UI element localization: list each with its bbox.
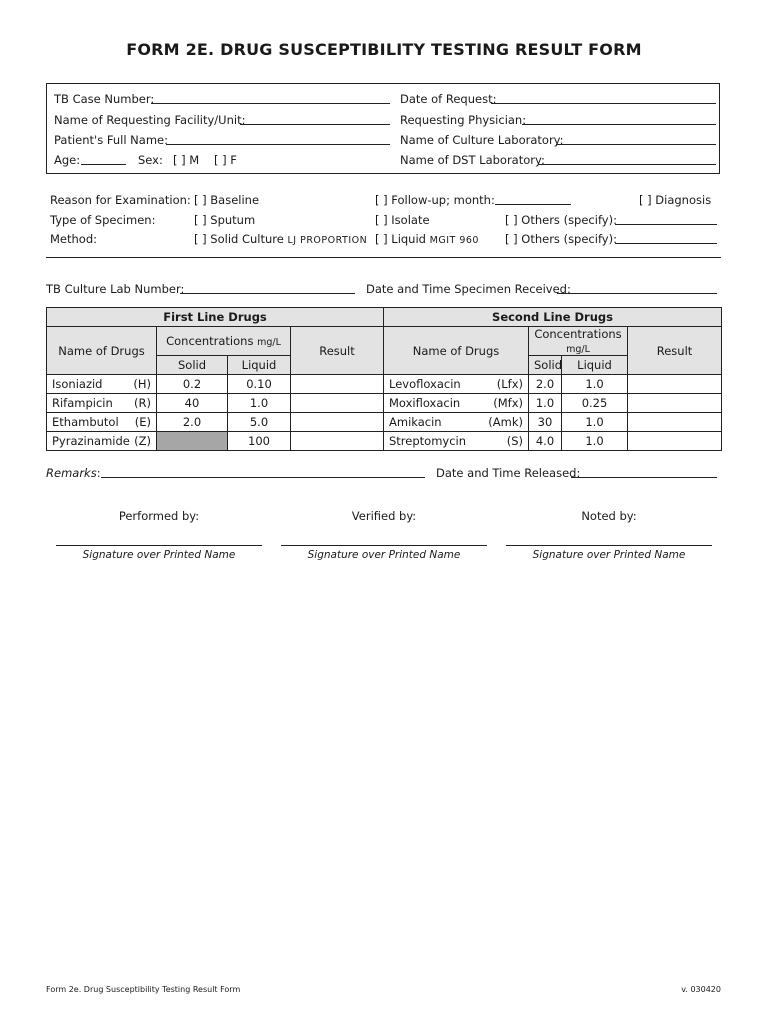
performed-by-signature-line[interactable] bbox=[56, 545, 262, 546]
date-of-request-field[interactable] bbox=[491, 103, 716, 104]
liquid-concentration-cell: 100 bbox=[228, 432, 291, 451]
requesting-facility-field[interactable] bbox=[240, 124, 390, 125]
solid-concentration-cell: 2.0 bbox=[157, 413, 228, 432]
second-line-header: Second Line Drugs bbox=[384, 308, 722, 327]
liquid-concentration-cell: 0.25 bbox=[562, 394, 628, 413]
requesting-physician-field[interactable] bbox=[522, 124, 716, 125]
drug-name-cell: Levofloxacin (Lfx) bbox=[384, 375, 529, 394]
age-field[interactable] bbox=[81, 164, 126, 165]
drug-susceptibility-table bbox=[46, 307, 722, 451]
dst-lab-field[interactable] bbox=[538, 164, 716, 165]
section-divider bbox=[46, 257, 721, 258]
signature-caption: Signature over Printed Name bbox=[82, 549, 236, 561]
liquid-concentration-cell: 0.10 bbox=[228, 375, 291, 394]
result-cell[interactable] bbox=[628, 413, 722, 432]
noted-by-label: Noted by: bbox=[581, 509, 637, 523]
second-result-header: Result bbox=[628, 327, 722, 375]
table-row bbox=[47, 432, 722, 451]
liquid-concentration-cell: 5.0 bbox=[228, 413, 291, 432]
tb-case-number-field[interactable] bbox=[151, 103, 390, 104]
solid-concentration-cell: 40 bbox=[157, 394, 228, 413]
solid-culture-checkbox[interactable]: [ ] Solid Culture LJ PROPORTION bbox=[194, 232, 368, 246]
solid-method-note: LJ PROPORTION bbox=[287, 235, 368, 246]
others-specimen-checkbox[interactable]: [ ] Others (specify): bbox=[505, 213, 617, 227]
sputum-checkbox[interactable]: [ ] Sputum bbox=[194, 213, 256, 227]
solid-concentration-cell: 0.2 bbox=[157, 375, 228, 394]
liquid-checkbox[interactable]: [ ] Liquid MGIT 960 bbox=[375, 232, 479, 246]
solid-concentration-cell: 1.0 bbox=[529, 394, 562, 413]
culture-lab-field[interactable] bbox=[556, 144, 716, 145]
date-received-label: Date and Time Specimen Received: bbox=[366, 282, 571, 296]
result-cell[interactable] bbox=[291, 375, 384, 394]
signature-caption: Signature over Printed Name bbox=[307, 549, 461, 561]
date-released-field[interactable] bbox=[571, 477, 717, 478]
liquid-concentration-cell: 1.0 bbox=[562, 375, 628, 394]
drug-name-cell: Ethambutol (E) bbox=[47, 413, 157, 432]
patient-name-field[interactable] bbox=[166, 144, 390, 145]
footer-version: v. 030420 bbox=[681, 985, 721, 994]
table-row bbox=[47, 413, 722, 432]
isolate-checkbox[interactable]: [ ] Isolate bbox=[375, 213, 430, 227]
others-specimen-field[interactable] bbox=[615, 224, 717, 225]
drug-name-cell: Moxifloxacin (Mfx) bbox=[384, 394, 529, 413]
solid-concentration-cell: 30 bbox=[529, 413, 562, 432]
date-received-field[interactable] bbox=[557, 293, 717, 294]
verified-by-signature-line[interactable] bbox=[281, 545, 487, 546]
diagnosis-checkbox[interactable]: [ ] Diagnosis bbox=[639, 193, 712, 207]
solid-concentration-cell: 4.0 bbox=[529, 432, 562, 451]
lab-number-label: TB Culture Lab Number: bbox=[46, 282, 185, 296]
result-cell[interactable] bbox=[291, 413, 384, 432]
followup-checkbox[interactable]: [ ] Follow-up; month: bbox=[375, 193, 495, 207]
not-applicable-cell bbox=[157, 432, 228, 451]
requesting-facility-label: Name of Requesting Facility/Unit: bbox=[54, 113, 246, 127]
others-method-field[interactable] bbox=[615, 243, 717, 244]
second-concentrations-header: Concentrations mg/L bbox=[529, 327, 628, 356]
remarks-field[interactable] bbox=[101, 477, 425, 478]
table-row bbox=[47, 394, 722, 413]
liquid-method-note: MGIT 960 bbox=[429, 235, 479, 246]
liquid-concentration-cell: 1.0 bbox=[562, 432, 628, 451]
signature-caption: Signature over Printed Name bbox=[532, 549, 686, 561]
requesting-physician-label: Requesting Physician: bbox=[400, 113, 527, 127]
footer-form-name: Form 2e. Drug Susceptibility Testing Result Form bbox=[46, 985, 241, 994]
result-cell[interactable] bbox=[628, 394, 722, 413]
noted-by-signature-line[interactable] bbox=[506, 545, 712, 546]
second-name-of-drugs-header: Name of Drugs bbox=[384, 327, 529, 375]
first-concentrations-header: Concentrations mg/L bbox=[157, 327, 291, 356]
followup-month-field[interactable] bbox=[495, 204, 571, 205]
specimen-label: Type of Specimen: bbox=[50, 213, 156, 227]
verified-by-label: Verified by: bbox=[351, 509, 417, 523]
reason-label: Reason for Examination: bbox=[50, 193, 191, 207]
result-cell[interactable] bbox=[628, 375, 722, 394]
drug-name-cell: Pyrazinamide (Z) bbox=[47, 432, 157, 451]
drug-name-cell: Isoniazid (H) bbox=[47, 375, 157, 394]
drug-name-cell: Rifampicin (R) bbox=[47, 394, 157, 413]
date-released-label: Date and Time Released: bbox=[436, 466, 581, 480]
remarks-label: Remarks: bbox=[46, 466, 101, 480]
liquid-concentration-cell: 1.0 bbox=[228, 394, 291, 413]
age-label: Age: bbox=[54, 153, 81, 167]
performed-by-label: Performed by: bbox=[118, 509, 200, 523]
table-row bbox=[47, 375, 722, 394]
result-cell[interactable] bbox=[291, 394, 384, 413]
first-solid-header: Solid bbox=[157, 356, 228, 375]
first-result-header: Result bbox=[291, 327, 384, 375]
liquid-concentration-cell: 1.0 bbox=[562, 413, 628, 432]
first-name-of-drugs-header: Name of Drugs bbox=[47, 327, 157, 375]
drug-name-cell: Streptomycin (S) bbox=[384, 432, 529, 451]
sex-label: Sex: bbox=[138, 153, 163, 167]
sex-m-checkbox[interactable]: [ ] M bbox=[173, 153, 200, 167]
patient-name-label: Patient's Full Name: bbox=[54, 133, 168, 147]
dst-lab-label: Name of DST Laboratory: bbox=[400, 153, 545, 167]
form-title: FORM 2E. DRUG SUSCEPTIBILITY TESTING RESULT FORM bbox=[126, 40, 642, 59]
drug-name-cell: Amikacin (Amk) bbox=[384, 413, 529, 432]
tb-case-number-label: TB Case Number: bbox=[54, 92, 155, 106]
solid-concentration-cell: 2.0 bbox=[529, 375, 562, 394]
lab-number-field[interactable] bbox=[180, 293, 355, 294]
method-label: Method: bbox=[50, 232, 98, 246]
date-of-request-label: Date of Request: bbox=[400, 92, 497, 106]
sex-f-checkbox[interactable]: [ ] F bbox=[214, 153, 237, 167]
result-cell[interactable] bbox=[291, 432, 384, 451]
second-liquid-header: Liquid bbox=[562, 356, 628, 375]
result-cell[interactable] bbox=[628, 432, 722, 451]
baseline-checkbox[interactable]: [ ] Baseline bbox=[194, 193, 260, 207]
first-liquid-header: Liquid bbox=[228, 356, 291, 375]
culture-lab-label: Name of Culture Laboratory: bbox=[400, 133, 564, 147]
second-solid-header: Solid bbox=[529, 356, 562, 375]
first-line-header: First Line Drugs bbox=[47, 308, 384, 327]
others-method-checkbox[interactable]: [ ] Others (specify): bbox=[505, 232, 617, 246]
